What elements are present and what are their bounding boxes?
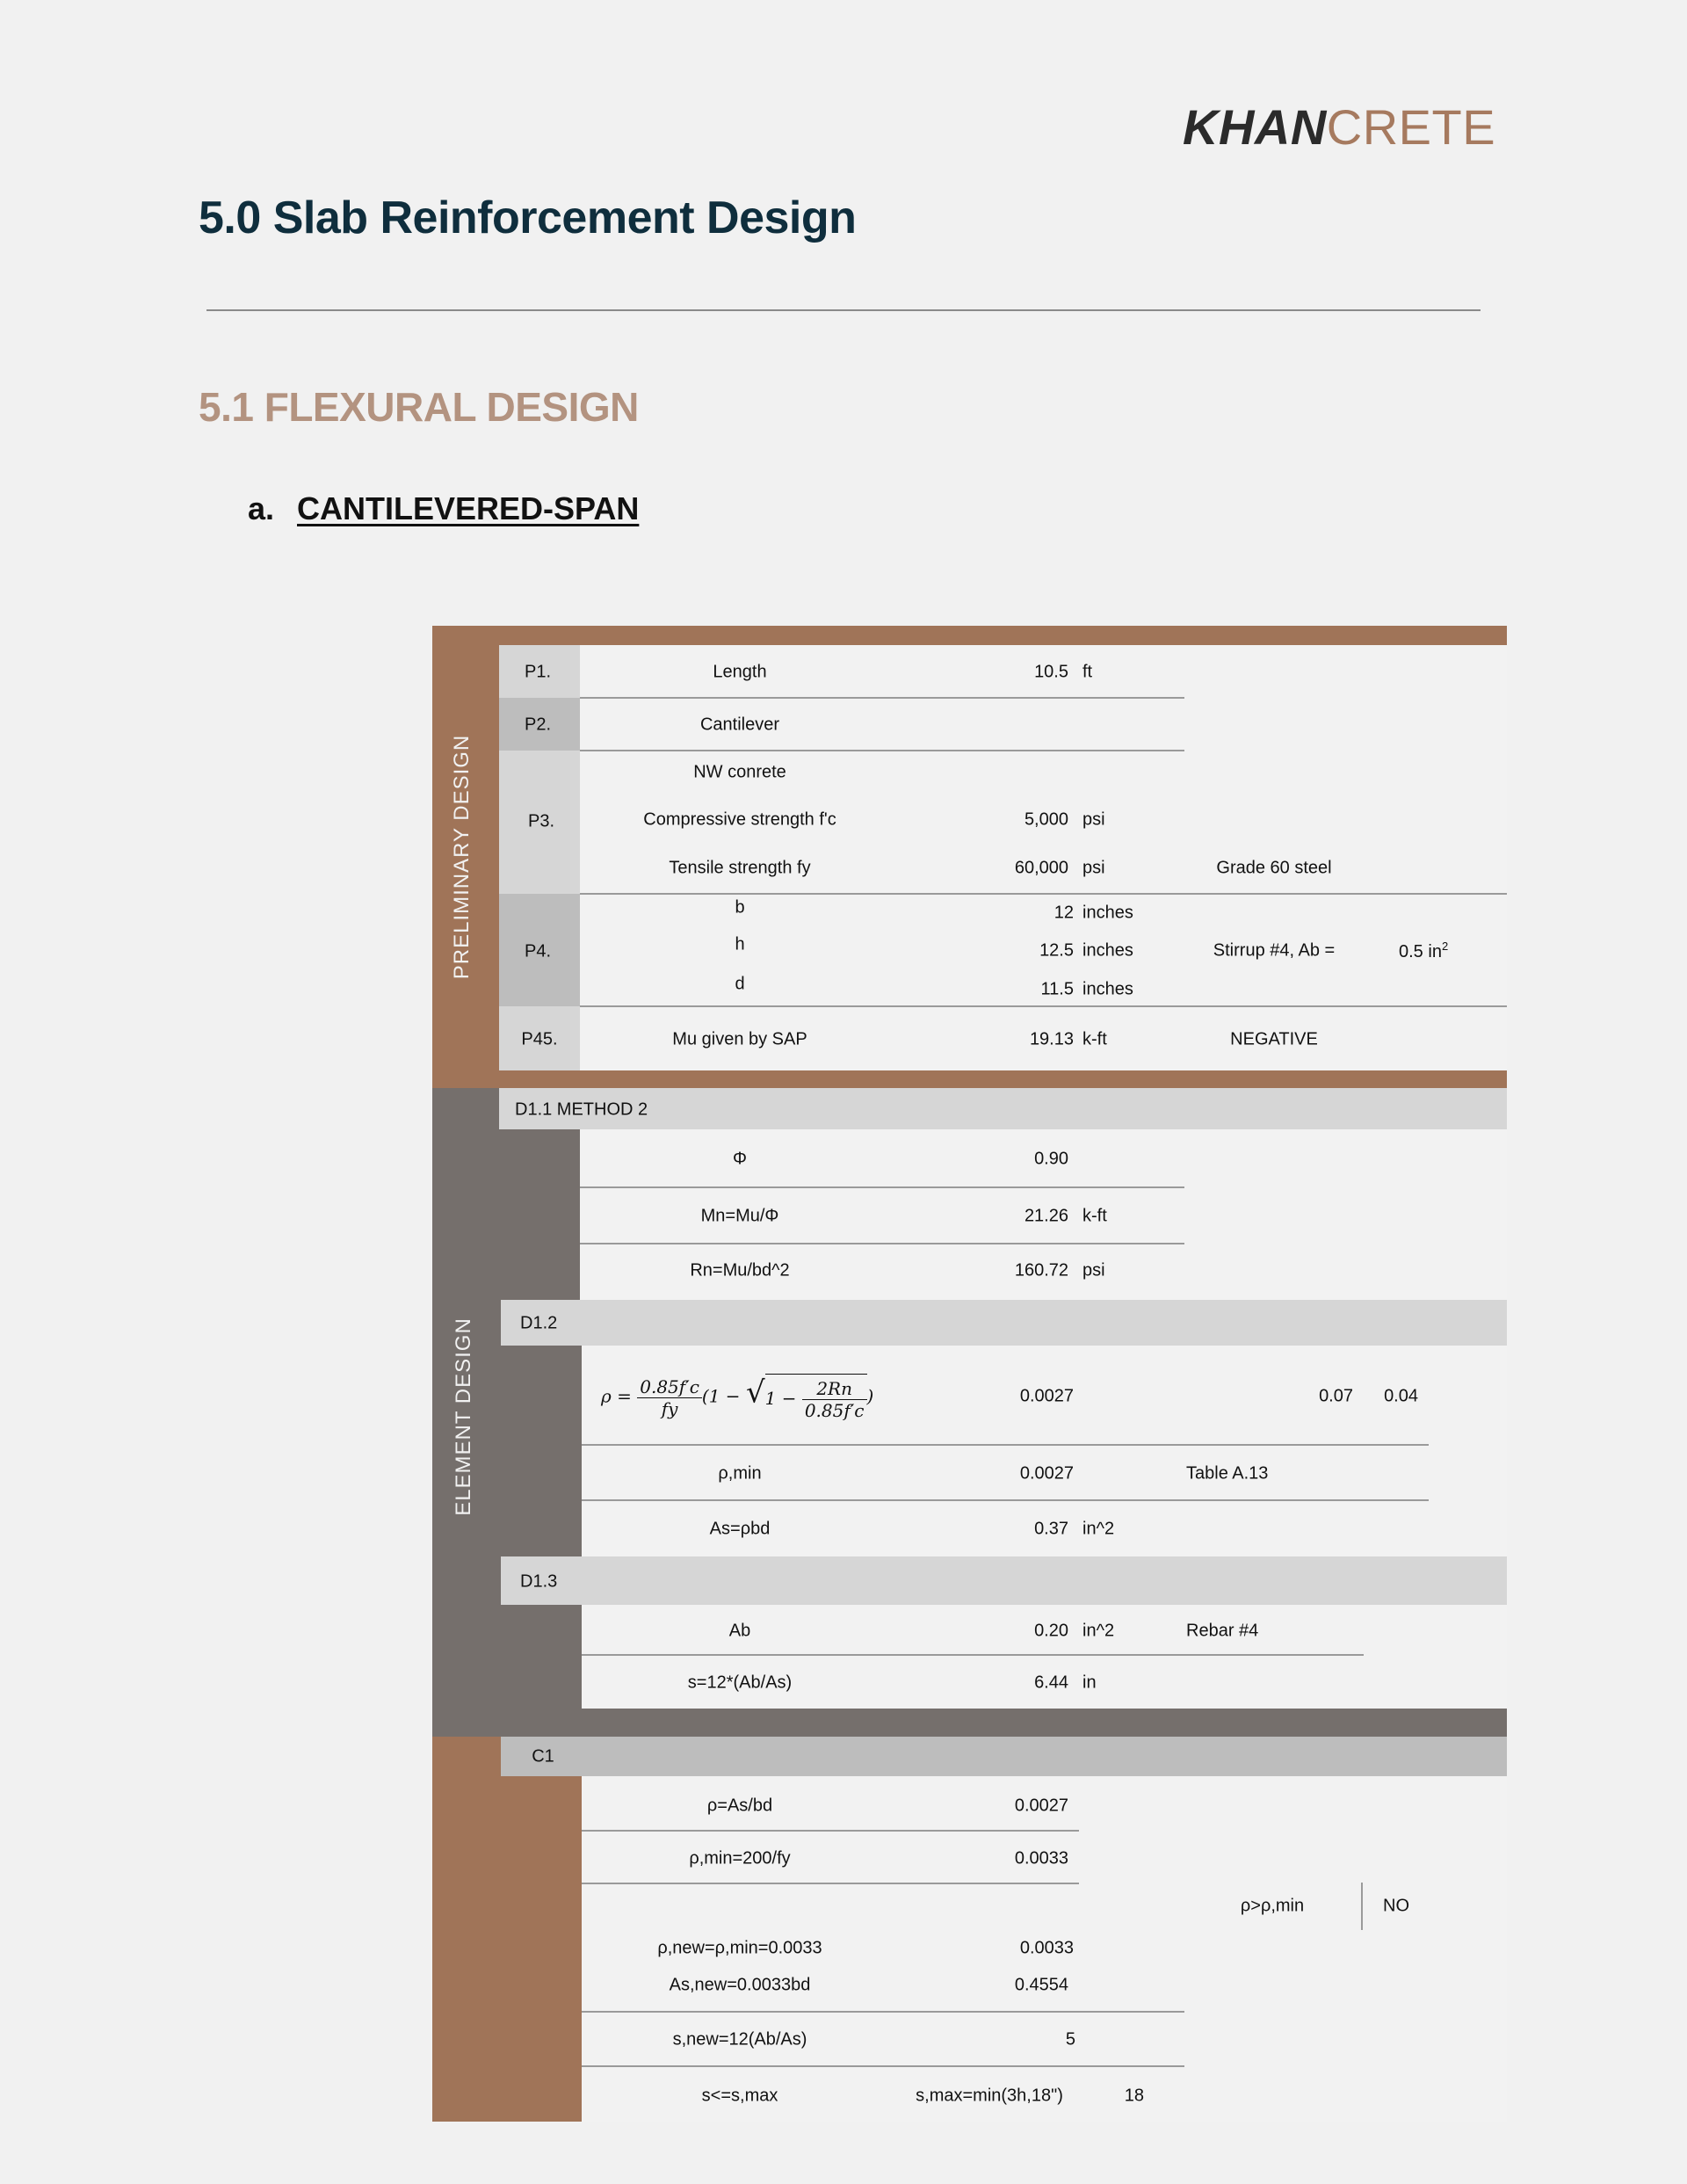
c1-snew-name: s,new=12(Ab/As) [672,2029,807,2050]
d13-header-bar [501,1556,1507,1605]
p3-fc-value: 5,000 [1024,809,1068,830]
c1-rhomin-name: ρ,min=200/fy [689,1848,791,1868]
p4-stirrup-value: 0.5 [1399,941,1423,961]
p45-unit: k-ft [1082,1029,1107,1049]
p3-fy-unit: psi [1082,858,1105,878]
d11-rn-value: 160.72 [1014,1260,1068,1281]
c1-smax-name: s<=s,max [701,2086,778,2106]
c1-asnew-name: As,new=0.0033bd [669,1975,811,1995]
p45-value: 19.13 [1029,1029,1074,1049]
d12-as-unit: in^2 [1082,1519,1115,1539]
check-band [432,1737,582,2122]
p2-name: Cantilever [699,715,780,735]
c1-rhonew-name: ρ,new=ρ,min=0.0033 [657,1938,822,1958]
d11-mn-name: Mn=Mu/Φ [700,1206,779,1226]
d13-s-unit: in [1082,1672,1097,1693]
row-divider [580,697,1184,699]
d13-header: D1.3 [520,1571,558,1592]
p3-fy-name: Tensile strength fy [669,858,811,878]
p3-fc-name: Compressive strength f'c [643,809,836,830]
c1-rho-value: 0.0027 [1014,1796,1068,1816]
c1-smax-formula: s,max=min(3h,18") [916,2086,1063,2106]
d12-as-name: As=ρbd [709,1519,771,1539]
p4-stirrup-area [1399,940,1448,962]
company-logo: KHANCRETE [1183,99,1496,155]
p45-note: NEGATIVE [1230,1029,1318,1049]
row-divider [580,1243,1184,1244]
d12-extra-2: 0.04 [1384,1386,1418,1406]
subsection-letter: a. [248,490,275,526]
d12-rhomin-value: 0.0027 [1019,1463,1074,1484]
sqrt-sign: √ [745,1375,765,1411]
d11-header-bar [499,1088,1507,1129]
p3-fy-value: 60,000 [1014,858,1068,878]
row-divider [582,1654,1364,1656]
p4-stirrup-unit: in [1428,941,1442,961]
p4-id: P4. [524,941,552,961]
section-heading: 5.1 FLEXURAL DESIGN [199,384,639,430]
c1-rhomin-value: 0.0033 [1014,1848,1068,1868]
row-divider [580,893,1507,895]
c1-smax-value: 18 [1124,2086,1144,2106]
d11-rn-name: Rn=Mu/bd^2 [690,1260,790,1281]
row-divider [580,1186,1184,1188]
c1-asnew-value: 0.4554 [1014,1975,1068,1995]
c1-compare-result: NO [1383,1896,1409,1916]
d12-rho-formula: ρ = $\frac{0.85f'c}{fy}$ (1 − √1 − $\frac{2Rn}{0.85f'c}$ ) [601,1375,874,1421]
c1-compare-label: ρ>ρ,min [1240,1896,1305,1916]
d13-s-name: s=12*(Ab/As) [687,1672,793,1693]
row-divider [582,1830,1079,1832]
page-title: 5.0 Slab Reinforcement Design [199,192,857,243]
p3-concrete: NW conrete [693,762,786,782]
p3-note: Grade 60 steel [1216,858,1332,878]
p3-fc-unit: psi [1082,809,1105,830]
p1-id: P1. [524,662,552,682]
p45-name: Mu given by SAP [672,1029,807,1049]
p1-name: Length [713,662,767,682]
d12-rhomin-note: Table A.13 [1186,1463,1269,1484]
row-divider [582,1883,1079,1884]
subsection-title: CANTILEVERED-SPAN [297,490,640,526]
p4-b-unit: inches [1082,903,1133,923]
d12-extra-1: 0.07 [1319,1386,1353,1406]
d11-phi-name: Φ [733,1149,747,1169]
p2-id: P2. [524,715,552,735]
d13-ab-name: Ab [728,1621,751,1641]
p4-h-unit: inches [1082,940,1133,961]
c1-rho-name: ρ=As/bd [706,1796,773,1816]
subsection-heading [248,490,639,527]
d11-header: D1.1 METHOD 2 [515,1099,648,1120]
d13-ab-value: 0.20 [1034,1621,1068,1641]
p4-h-value: 12.5 [1039,940,1074,961]
p4-stirrup-exponent: 2 [1441,940,1449,954]
c1-snew-value: 5 [1065,2029,1075,2050]
d13-ab-note: Rebar #4 [1186,1621,1259,1641]
c1-rhonew-value: 0.0033 [1019,1938,1074,1958]
row-divider [582,1499,1429,1501]
c1-header: C1 [532,1746,554,1767]
p4-d-name: d [735,974,745,994]
d11-phi-value: 0.90 [1034,1149,1068,1169]
d12-header: D1.2 [520,1313,558,1333]
d11-mn-value: 21.26 [1024,1206,1068,1226]
d12-header-bar [501,1300,1507,1346]
row-divider [580,750,1184,751]
p4-b-name: b [735,897,745,918]
p1-value: 10.5 [1034,662,1068,682]
d11-rn-unit: psi [1082,1260,1105,1281]
p3-id: P3. [527,811,555,831]
p4-stirrup-label: Stirrup #4, Ab = [1213,940,1336,961]
row-divider [580,1005,1507,1007]
d12-rho-value: 0.0027 [1019,1386,1074,1406]
element-design-label: ELEMENT DESIGN [452,1317,475,1516]
row-divider [582,2065,1184,2067]
p4-d-unit: inches [1082,979,1133,999]
d11-mn-unit: k-ft [1082,1206,1107,1226]
d12-rhomin-name: ρ,min [718,1463,762,1484]
title-divider [206,309,1481,311]
d12-as-value: 0.37 [1034,1519,1068,1539]
p4-d-value: 11.5 [1040,979,1074,999]
d13-s-value: 6.44 [1034,1672,1068,1693]
preliminary-design-label: PRELIMINARY DESIGN [450,734,474,980]
p4-b-value: 12 [1053,903,1074,923]
row-divider [582,1444,1429,1446]
row-divider [582,2011,1184,2013]
compare-divider [1361,1883,1363,1930]
c1-header-bar [501,1737,1507,1776]
d13-ab-unit: in^2 [1082,1621,1115,1641]
p4-h-name: h [735,934,745,954]
p45-id: P45. [521,1029,558,1049]
p1-unit: ft [1082,662,1093,682]
